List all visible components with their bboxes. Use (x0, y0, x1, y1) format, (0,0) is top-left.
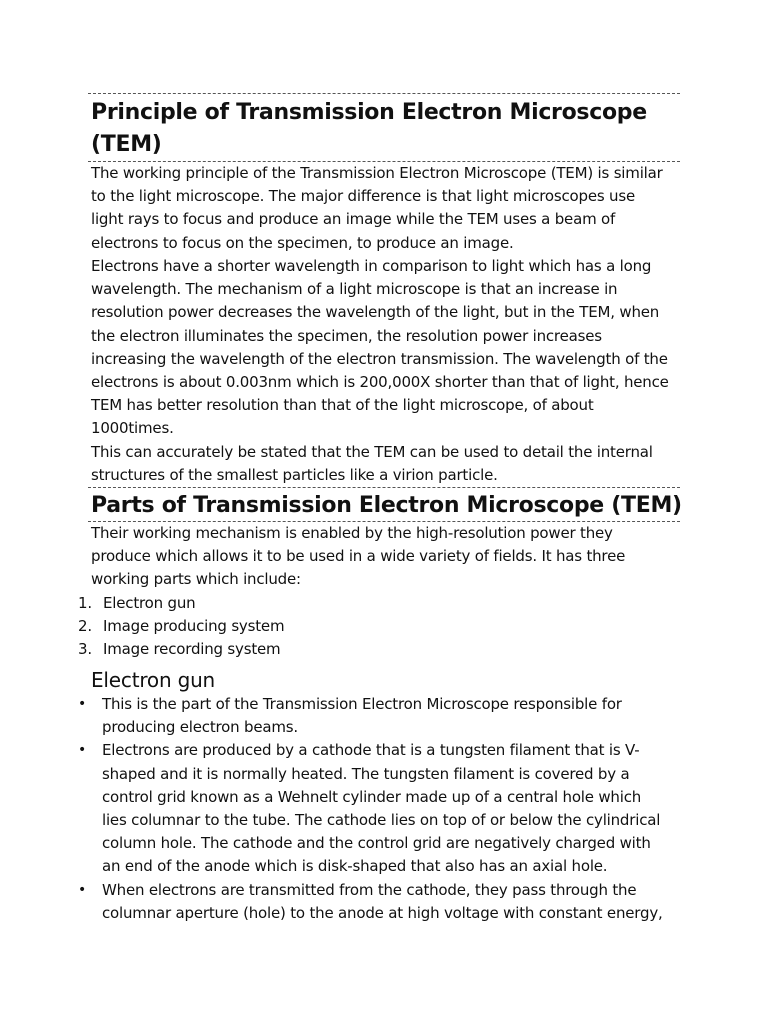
text-line: to the light microscope. The major difference is that light microscopes use (91, 187, 635, 206)
text-line: electrons is about 0.003nm which is 200,000X shorter than that of light, hence (91, 373, 669, 392)
text-line: increasing the wavelength of the electron transmission. The wavelength of the (91, 349, 668, 368)
list-item (76, 739, 686, 878)
list-item (76, 693, 686, 739)
list-number: 3. (78, 640, 92, 659)
text-line: Electrons have a shorter wavelength in comparison to light which has a long (91, 257, 652, 275)
bullet-icon: • (78, 881, 87, 898)
text-line: columnar aperture (hole) to the anode at high voltage with constant energy, (102, 903, 663, 922)
text-line: light rays to focus and produce an image while the TEM uses a beam of (91, 210, 616, 229)
list-item (78, 638, 678, 661)
text-line: lies columnar to the tube. The cathode lies on top of or below the cylindrical (102, 811, 661, 830)
text-line: column hole. The cathode and the control grid are negatively charged with (102, 834, 651, 853)
list-number: 2. (78, 617, 92, 636)
list-item (78, 592, 678, 615)
text-line: The working principle of the Transmission Electron Microscope (TEM) is similar (91, 164, 663, 182)
text-line: Their working mechanism is enabled by the high-resolution power they (91, 524, 613, 542)
text-line: shaped and it is normally heated. The tungsten filament is covered by a (102, 764, 630, 783)
text-line: the electron illuminates the specimen, the resolution power increases (91, 326, 602, 345)
text-line: working parts which include: (91, 570, 301, 589)
text-line: wavelength. The mechanism of a light microscope is that an increase in (91, 280, 618, 299)
text-line: producing electron beams. (102, 718, 298, 737)
principle-paragraph-1 (91, 162, 681, 255)
parts-intro (91, 522, 681, 592)
bullet-icon: • (78, 742, 87, 759)
principle-paragraph-2 (91, 255, 681, 441)
text-line: Electrons are produced by a cathode that is a tungsten filament that is V- (102, 741, 640, 760)
heading-top-rule (88, 487, 680, 488)
electron-gun-heading: Electron gun (91, 668, 216, 692)
parts-list (78, 592, 678, 662)
principle-heading-line: Principle of Transmission Electron Microscope (91, 100, 647, 125)
parts-heading (91, 490, 681, 522)
principle-heading (91, 97, 681, 161)
heading-top-rule (88, 93, 680, 94)
list-number: 1. (78, 594, 92, 612)
bullet-icon: • (78, 696, 87, 712)
text-line: When electrons are transmitted from the cathode, they pass through the (102, 880, 637, 899)
text-line: This can accurately be stated that the TEM can be used to detail the internal (91, 443, 653, 461)
text-line: produce which allows it to be used in a wide variety of fields. It has three (91, 547, 626, 566)
principle-paragraph-3 (91, 441, 681, 487)
text-line: an end of the anode which is disk-shaped that also has an axial hole. (102, 857, 608, 876)
parts-heading-text: Parts of Transmission Electron Microscope (TEM) (91, 493, 682, 518)
electron-gun-bullets (76, 693, 686, 925)
text-line: structures of the smallest particles like a virion particle. (91, 466, 498, 485)
text-line: resolution power decreases the wavelength of the light, but in the TEM, when (91, 303, 660, 322)
list-item-label: Image producing system (103, 617, 285, 636)
list-item-label: Electron gun (103, 594, 196, 612)
text-line: electrons to focus on the specimen, to produce an image. (91, 233, 514, 252)
principle-heading-line: (TEM) (91, 132, 162, 157)
text-line: TEM has better resolution than that of the light microscope, of about (91, 396, 594, 415)
text-line: control grid known as a Wehnelt cylinder made up of a central hole which (102, 787, 642, 806)
text-line: This is the part of the Transmission Electron Microscope responsible for (102, 695, 622, 713)
list-item (78, 615, 678, 638)
text-line: 1000times. (91, 419, 174, 438)
list-item-label: Image recording system (103, 640, 281, 659)
list-item (76, 879, 686, 925)
